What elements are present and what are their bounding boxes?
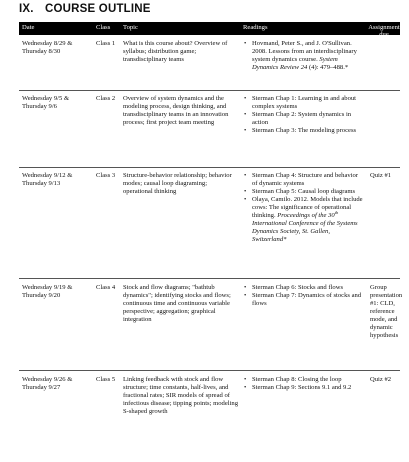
bullet-icon: • [244,292,247,299]
row-divider [19,167,400,168]
bullet-icon: • [244,284,247,291]
row-class: Class 5 [96,376,116,383]
header-date: Date [22,24,35,31]
reading-item: • Sterman Chap 8: Closing the loop [244,376,342,383]
row-readings [243,40,363,72]
reading-item: • Sterman Chap 6: Stocks and flows [244,284,344,291]
section-heading [19,3,151,15]
reading-item: • Sterman Chap 7: Dynamics of stocks and flows [244,292,362,307]
row-date: Wednesday 9/26 & Thursday 9/27 [22,376,73,391]
row-class: Class 4 [96,284,116,291]
row-date: Wednesday 9/12 & Thursday 9/13 [22,172,73,187]
section-number: IX. [19,3,34,15]
row-readings [243,95,363,135]
reading-item: • Sterman Chap 3: The modeling process [244,127,357,134]
row-assignment: Quiz #2 [370,376,392,383]
row-topic: Linking feedback with stock and flow structure; time constants, half-lives, and fractional rates; SIR models of spread of infectious disease; tipping points; modeling S-shaped growth [123,376,239,415]
row-assignment: Group presentation #1: CLD, reference mode, and dynamic hypothesis [370,284,403,339]
bullet-icon: • [244,188,247,195]
header-assignment: Assignment due [368,24,400,38]
row-date: Wednesday 8/29 & Thursday 8/30 [22,40,73,55]
row-date: Wednesday 9/19 & Thursday 9/20 [22,284,73,299]
row-topic: Stock and flow diagrams; "bathtub dynamics"; identifying stocks and flows; continuous time and continuous variable perspective; aggregation; graphical integration [123,284,231,323]
row-divider [19,90,400,91]
row-readings [243,284,363,308]
row-assignment: Quiz #1 [370,172,392,179]
row-topic: Overview of system dynamics and the modeling process, design thinking, and transdisciplinary teams in an innovation process; first project team meeting [123,95,229,126]
reading-item: • Sterman Chap 2: System dynamics in action [244,111,352,126]
header-topic: Topic [123,24,138,31]
bullet-icon: • [244,196,247,203]
row-readings [243,172,363,244]
row-divider [19,278,400,279]
row-class: Class 3 [96,172,116,179]
header-class: Class [96,24,111,31]
row-topic: Structure-behavior relationship; behavior modes; causal loop diagraming; operational thinking [123,172,232,195]
reading-item: • Sterman Chap 4: Structure and behavior of dynamic systems [244,172,359,187]
row-class: Class 1 [96,40,116,47]
bullet-icon: • [244,95,247,102]
row-divider [19,370,400,371]
row-topic: What is this course about? Overview of syllabus; distribution game; transdisciplinary teams [123,40,228,63]
row-readings [243,376,363,392]
row-date: Wednesday 9/5 & Thursday 9/6 [22,95,70,110]
header-readings: Readings [243,24,268,31]
reading-item: • Sterman Chap 5: Causal loop diagrams [244,188,356,195]
row-class: Class 2 [96,95,116,102]
reading-item: • Sterman Chap 1: Learning in and about complex systems [244,95,357,110]
table-header [19,22,400,38]
bullet-icon: • [244,111,247,118]
reading-item: • Sterman Chap 9: Sections 9.1 and 9.2 [244,384,352,391]
reading-item: • Hovmand, Peter S., and J. O'Sullivan. 2008. Lessons from an interdisciplinary system dynamics course. System Dynamics Review 24 (4): 479–488.* [244,40,357,71]
bullet-icon: • [244,172,247,179]
bullet-icon: • [244,376,247,383]
bullet-icon: • [244,40,247,47]
section-title: COURSE OUTLINE [45,3,151,15]
bullet-icon: • [244,127,247,134]
reading-item: • Olaya, Camilo. 2012. Models that include cows: The significance of operational thinking. Proceedings of the 30th International Conference of the Systems Dynamics Society, St. Gallen, Switzerland* [244,196,363,243]
bullet-icon: • [244,384,247,391]
